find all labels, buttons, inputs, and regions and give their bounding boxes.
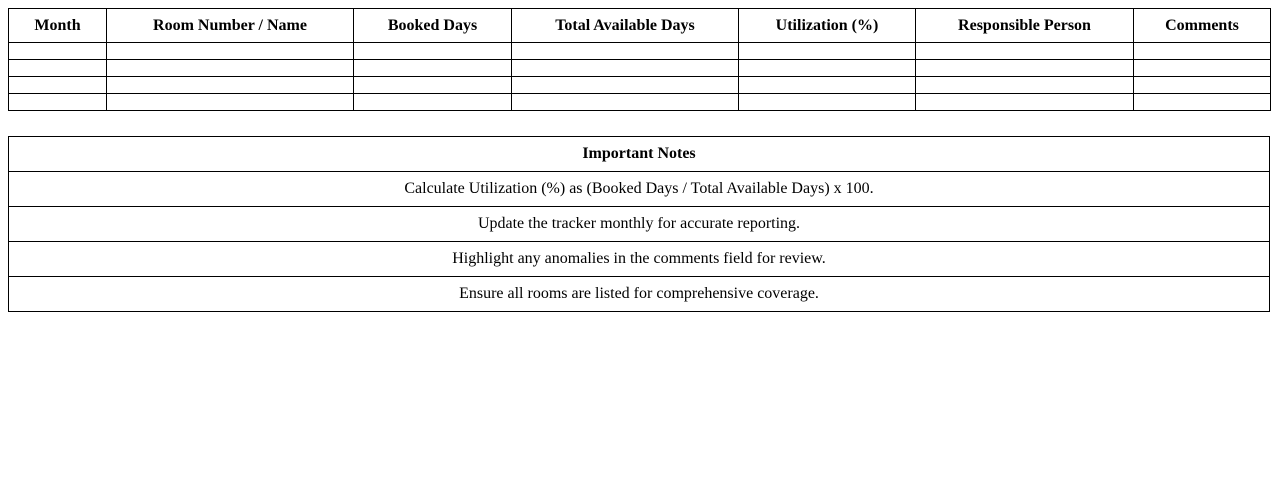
note-item: Update the tracker monthly for accurate reporting. <box>9 207 1270 242</box>
table-cell[interactable] <box>1134 43 1271 60</box>
table-cell[interactable] <box>916 60 1134 77</box>
table-cell[interactable] <box>739 60 916 77</box>
tracker-table <box>8 8 1271 111</box>
tracker-header-row <box>9 9 1271 43</box>
table-cell[interactable] <box>9 60 107 77</box>
table-cell[interactable] <box>739 77 916 94</box>
table-cell[interactable] <box>354 43 512 60</box>
table-cell[interactable] <box>1134 94 1271 111</box>
column-header-total-available-days: Total Available Days <box>512 9 739 43</box>
note-row <box>9 277 1270 312</box>
table-cell[interactable] <box>512 94 739 111</box>
column-header-month: Month <box>9 9 107 43</box>
note-item: Ensure all rooms are listed for comprehensive coverage. <box>9 277 1270 312</box>
table-cell[interactable] <box>739 94 916 111</box>
notes-header-row <box>9 137 1270 172</box>
column-header-booked-days: Booked Days <box>354 9 512 43</box>
note-item: Highlight any anomalies in the comments field for review. <box>9 242 1270 277</box>
note-row <box>9 242 1270 277</box>
table-cell[interactable] <box>512 43 739 60</box>
table-cell[interactable] <box>107 94 354 111</box>
table-cell[interactable] <box>354 60 512 77</box>
table-cell[interactable] <box>739 43 916 60</box>
table-row <box>9 43 1271 60</box>
note-row <box>9 172 1270 207</box>
table-cell[interactable] <box>512 60 739 77</box>
column-header-room: Room Number / Name <box>107 9 354 43</box>
table-cell[interactable] <box>916 94 1134 111</box>
table-cell[interactable] <box>107 77 354 94</box>
table-cell[interactable] <box>512 77 739 94</box>
table-cell[interactable] <box>1134 77 1271 94</box>
note-row <box>9 207 1270 242</box>
note-item: Calculate Utilization (%) as (Booked Days / Total Available Days) x 100. <box>9 172 1270 207</box>
column-header-utilization: Utilization (%) <box>739 9 916 43</box>
notes-table <box>8 136 1270 312</box>
table-row <box>9 77 1271 94</box>
table-cell[interactable] <box>916 77 1134 94</box>
notes-title: Important Notes <box>9 137 1270 172</box>
table-cell[interactable] <box>9 94 107 111</box>
table-row <box>9 60 1271 77</box>
table-cell[interactable] <box>9 77 107 94</box>
table-cell[interactable] <box>107 43 354 60</box>
table-cell[interactable] <box>107 60 354 77</box>
table-cell[interactable] <box>916 43 1134 60</box>
table-cell[interactable] <box>354 77 512 94</box>
column-header-comments: Comments <box>1134 9 1271 43</box>
table-cell[interactable] <box>9 43 107 60</box>
table-cell[interactable] <box>1134 60 1271 77</box>
table-row <box>9 94 1271 111</box>
table-cell[interactable] <box>354 94 512 111</box>
column-header-responsible-person: Responsible Person <box>916 9 1134 43</box>
